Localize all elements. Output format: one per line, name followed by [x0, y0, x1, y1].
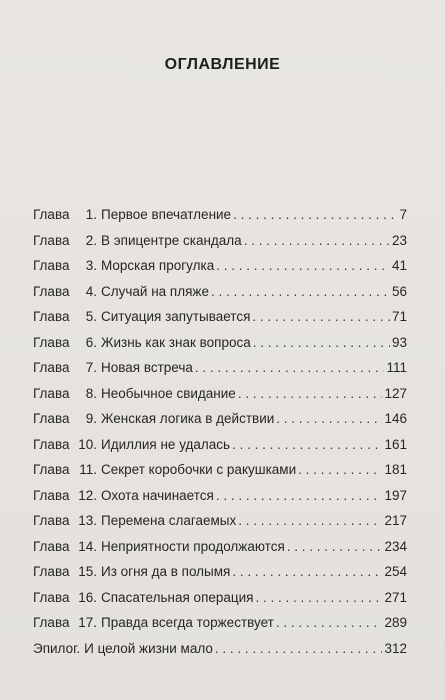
chapter-page: 234	[384, 538, 407, 554]
toc-entry	[33, 279, 407, 305]
chapter-title: Морская прогулка	[101, 258, 215, 273]
toc-entry	[33, 330, 407, 356]
dot-leader	[276, 406, 382, 432]
chapter-label: Глава	[33, 232, 70, 248]
toc-entry	[33, 610, 407, 636]
chapter-number: 2.	[85, 232, 97, 248]
chapter-title: Женская логика в действии	[101, 411, 275, 426]
toc-entry	[33, 483, 407, 509]
toc-entry	[33, 228, 407, 254]
toc-entry	[33, 432, 407, 458]
chapter-page: 111	[386, 360, 407, 375]
chapter-label: Глава	[33, 589, 70, 605]
dot-leader	[233, 202, 397, 228]
chapter-label: Глава	[33, 411, 70, 426]
epilogue-page: 312	[384, 640, 407, 656]
chapter-number: 5.	[85, 309, 97, 324]
chapter-label: Глава	[33, 487, 70, 503]
toc-entry	[33, 585, 407, 611]
toc-entry	[33, 508, 407, 534]
dot-leader	[211, 279, 390, 305]
chapter-number: 6.	[85, 334, 97, 350]
chapter-title: Новая встреча	[101, 360, 193, 375]
chapter-label: Глава	[33, 615, 70, 630]
chapter-number: 9.	[85, 411, 97, 426]
toc-entry	[33, 304, 407, 330]
chapter-number: 1.	[85, 207, 97, 222]
dot-leader	[215, 636, 383, 662]
chapter-number: 14.	[78, 538, 97, 554]
toc-entry-epilogue	[33, 636, 407, 662]
chapter-page: 23	[391, 232, 407, 248]
dot-leader	[276, 610, 383, 636]
chapter-page: 161	[384, 436, 407, 452]
toc-entry	[33, 381, 407, 407]
chapter-number: 16.	[78, 589, 97, 605]
chapter-number: 17.	[78, 615, 97, 630]
chapter-page: 71	[391, 309, 407, 324]
toc-entry	[33, 534, 407, 560]
chapter-number: 15.	[78, 564, 97, 579]
dot-leader	[232, 432, 382, 458]
chapter-title: Случай на пляже	[101, 283, 209, 299]
chapter-page: 271	[384, 589, 407, 605]
chapter-title: Первое впечатление	[101, 207, 232, 222]
chapter-title: Спасательная операция	[101, 589, 254, 605]
chapter-label: Глава	[33, 538, 70, 554]
chapter-number: 8.	[85, 385, 97, 401]
dot-leader	[298, 457, 382, 483]
chapter-label: Глава	[33, 309, 70, 324]
chapter-title: Необычное свидание	[101, 385, 236, 401]
chapter-page: 181	[384, 462, 407, 477]
toc-entry	[33, 457, 407, 483]
chapter-title: Жизнь как знак вопроса	[101, 334, 251, 350]
chapter-title: В эпицентре скандала	[101, 232, 242, 248]
chapter-label: Глава	[33, 334, 70, 350]
toc-entry	[33, 202, 407, 228]
toc-entry	[33, 253, 407, 279]
chapter-title: Ситуация запутывается	[101, 309, 251, 324]
chapter-number: 11.	[79, 462, 97, 477]
chapter-title: Из огня да в полымя	[101, 564, 231, 579]
chapter-label: Глава	[33, 436, 70, 452]
chapter-label: Глава	[33, 258, 70, 273]
chapter-title: Перемена слагаемых	[101, 513, 237, 528]
chapter-number: 10.	[78, 436, 97, 452]
chapter-page: 146	[384, 411, 407, 426]
chapter-page: 41	[391, 258, 407, 273]
chapter-title: Идиллия не удалась	[101, 436, 231, 452]
chapter-title: Секрет коробочки с ракушками	[101, 462, 297, 477]
dot-leader	[252, 304, 390, 330]
chapter-page: 127	[384, 385, 407, 401]
dot-leader	[287, 534, 383, 560]
chapter-label: Глава	[33, 564, 70, 579]
dot-leader	[244, 228, 390, 254]
chapter-page: 7	[399, 207, 407, 222]
toc-heading: ОГЛАВЛЕНИЕ	[164, 56, 281, 73]
dot-leader	[238, 381, 383, 407]
dot-leader	[195, 355, 385, 381]
chapter-number: 4.	[85, 283, 97, 299]
chapter-label: Глава	[33, 360, 70, 375]
chapter-label: Глава	[33, 207, 70, 222]
chapter-number: 3.	[85, 258, 97, 273]
chapter-page: 289	[384, 615, 407, 630]
chapter-title: Неприятности продолжаются	[101, 538, 285, 554]
chapter-page: 56	[391, 283, 407, 299]
dot-leader	[216, 253, 390, 279]
chapter-number: 7.	[85, 360, 97, 375]
toc-entry	[33, 559, 407, 585]
chapter-label: Глава	[33, 462, 70, 477]
epilogue-label: Эпилог.	[33, 640, 81, 656]
toc-entry	[33, 406, 407, 432]
chapter-number: 12.	[78, 487, 97, 503]
chapter-page: 93	[391, 334, 407, 350]
table-of-contents	[33, 202, 407, 661]
chapter-label: Глава	[33, 513, 70, 528]
chapter-label: Глава	[33, 385, 70, 401]
dot-leader	[238, 508, 382, 534]
dot-leader	[255, 585, 382, 611]
chapter-page: 197	[384, 487, 407, 503]
dot-leader	[216, 483, 383, 509]
chapter-page: 217	[384, 513, 407, 528]
chapter-title: Правда всегда торжествует	[101, 615, 274, 630]
dot-leader	[232, 559, 382, 585]
chapter-label: Глава	[33, 283, 70, 299]
epilogue-title: И целой жизни мало	[84, 640, 213, 656]
chapter-page: 254	[384, 564, 407, 579]
chapter-number: 13.	[78, 513, 97, 528]
chapter-title: Охота начинается	[101, 487, 214, 503]
dot-leader	[253, 330, 390, 356]
toc-entry	[33, 355, 407, 381]
